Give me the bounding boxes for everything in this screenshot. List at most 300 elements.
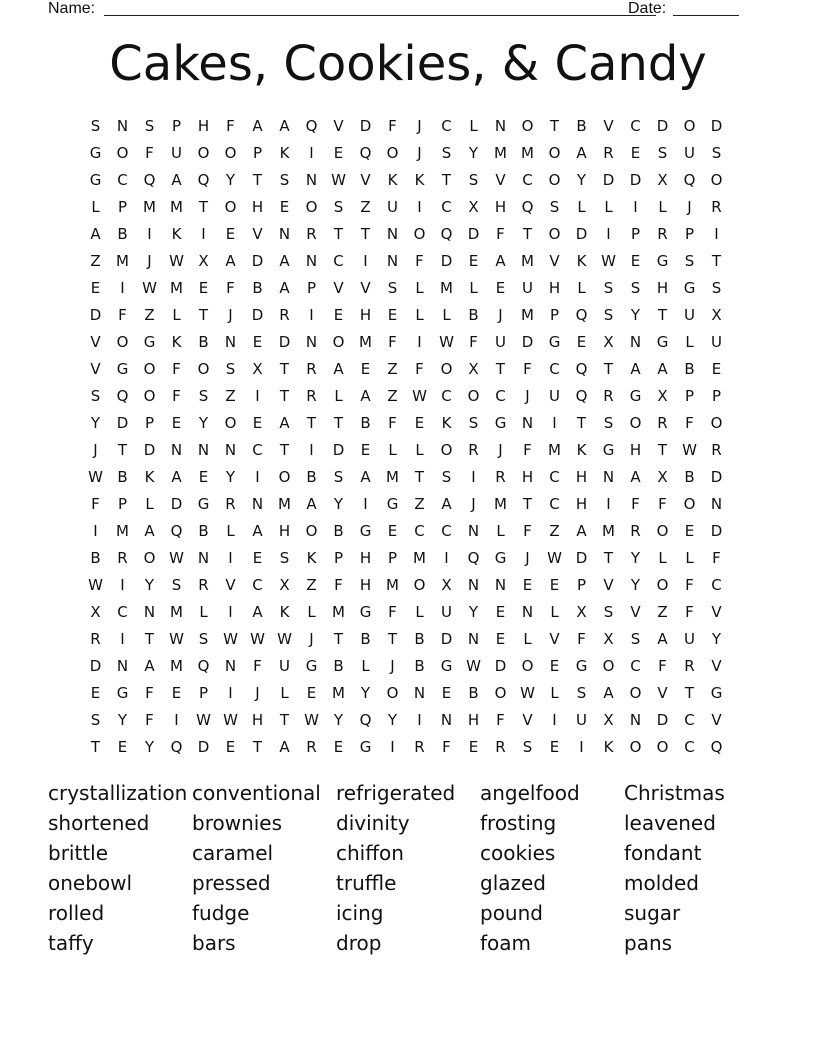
grid-letter: F (442, 737, 451, 756)
grid-letter: O (602, 656, 615, 675)
grid-letter: D (602, 170, 615, 189)
grid-letter: J (147, 251, 152, 270)
grid-letter: K (603, 737, 614, 756)
grid-letter: G (386, 494, 399, 513)
grid-letter: T (360, 224, 371, 243)
grid-letter: Q (575, 305, 588, 324)
grid-letter: E (252, 413, 263, 432)
word-list-item: conventional (192, 781, 321, 805)
grid-letter: O (629, 737, 642, 756)
grid-letter: L (415, 440, 424, 459)
grid-letter: Y (468, 143, 479, 162)
grid-letter: E (495, 278, 506, 297)
grid-letter: I (417, 197, 422, 216)
grid-letter: Y (630, 575, 641, 594)
grid-letter: I (552, 710, 557, 729)
grid-letter: O (116, 332, 129, 351)
grid-letter: T (576, 413, 587, 432)
grid-letter: K (387, 170, 398, 189)
grid-letter: U (441, 602, 452, 621)
grid-letter: G (494, 413, 507, 432)
grid-letter: N (116, 116, 129, 135)
grid-letter: Z (225, 386, 236, 405)
grid-letter: Y (333, 710, 344, 729)
grid-letter: X (252, 359, 263, 378)
grid-letter: O (386, 683, 399, 702)
grid-letter: P (198, 683, 209, 702)
grid-letter: O (710, 413, 723, 432)
grid-letter: G (116, 359, 129, 378)
grid-letter: J (687, 197, 692, 216)
grid-letter: F (172, 359, 181, 378)
grid-letter: C (441, 116, 452, 135)
grid-letter: N (629, 710, 642, 729)
grid-letter: D (251, 305, 264, 324)
grid-letter: U (711, 332, 722, 351)
grid-letter: N (629, 332, 642, 351)
grid-letter: T (549, 116, 560, 135)
grid-letter: P (684, 386, 695, 405)
grid-letter: I (471, 467, 476, 486)
grid-letter: I (228, 548, 233, 567)
grid-letter: O (521, 656, 534, 675)
grid-letter: S (279, 170, 290, 189)
grid-letter: N (224, 440, 237, 459)
grid-letter: Q (359, 710, 372, 729)
grid-letter: S (441, 143, 452, 162)
grid-letter: F (415, 251, 424, 270)
grid-letter: M (278, 494, 291, 513)
grid-letter: H (251, 710, 264, 729)
grid-letter: D (710, 116, 723, 135)
grid-letter: O (413, 224, 426, 243)
grid-letter: K (171, 224, 182, 243)
grid-letter: O (629, 413, 642, 432)
grid-letter: D (89, 305, 102, 324)
grid-letter: H (197, 116, 210, 135)
grid-letter: S (522, 737, 533, 756)
grid-letter: P (171, 116, 182, 135)
grid-letter: T (495, 359, 506, 378)
grid-letter: Y (711, 629, 722, 648)
grid-letter: S (333, 467, 344, 486)
grid-letter: I (228, 602, 233, 621)
grid-letter: C (711, 575, 722, 594)
grid-letter: G (197, 494, 210, 513)
grid-letter: B (414, 656, 425, 675)
grid-letter: V (360, 170, 371, 189)
grid-letter: G (548, 332, 561, 351)
grid-letter: A (90, 224, 101, 243)
grid-letter: Y (387, 710, 398, 729)
grid-letter: T (252, 170, 263, 189)
grid-letter: C (684, 737, 695, 756)
grid-letter: K (144, 467, 155, 486)
word-list-item: pans (624, 931, 673, 955)
grid-letter: E (333, 143, 344, 162)
grid-letter: I (309, 305, 314, 324)
grid-letter: Q (170, 737, 183, 756)
grid-letter: F (577, 629, 586, 648)
word-list-item: onebowl (48, 871, 133, 895)
grid-letter: C (441, 521, 452, 540)
grid-letter: N (413, 683, 426, 702)
grid-letter: V (711, 602, 722, 621)
grid-letter: S (144, 116, 155, 135)
grid-letter: E (684, 521, 695, 540)
grid-letter: W (466, 656, 481, 675)
grid-letter: Z (90, 251, 101, 270)
grid-letter: A (495, 251, 506, 270)
grid-letter: Z (657, 602, 668, 621)
grid-letter: Y (630, 548, 641, 567)
grid-letter: I (714, 224, 719, 243)
grid-letter: E (387, 521, 398, 540)
grid-letter: B (117, 224, 128, 243)
grid-letter: J (471, 494, 476, 513)
grid-letter: D (278, 332, 291, 351)
grid-letter: D (575, 548, 588, 567)
grid-letter: L (280, 683, 289, 702)
grid-letter: T (603, 548, 614, 567)
grid-letter: N (224, 332, 237, 351)
grid-letter: E (117, 737, 128, 756)
grid-letter: E (252, 332, 263, 351)
grid-letter: T (522, 224, 533, 243)
grid-letter: A (630, 359, 641, 378)
name-field-line[interactable] (104, 15, 656, 16)
grid-letter: U (522, 278, 533, 297)
grid-letter: E (630, 143, 641, 162)
grid-letter: O (197, 359, 210, 378)
grid-letter: I (255, 386, 260, 405)
grid-letter: S (549, 197, 560, 216)
grid-letter: D (710, 521, 723, 540)
grid-letter: I (309, 440, 314, 459)
word-list-item: crystallization (48, 781, 188, 805)
grid-letter: S (90, 116, 101, 135)
grid-letter: A (171, 170, 182, 189)
grid-letter: U (576, 710, 587, 729)
grid-letter: N (521, 602, 534, 621)
grid-letter: A (657, 359, 668, 378)
grid-letter: P (549, 305, 560, 324)
grid-letter: R (279, 305, 290, 324)
grid-letter: L (442, 305, 451, 324)
grid-letter: W (223, 629, 238, 648)
grid-letter: L (91, 197, 100, 216)
grid-letter: X (198, 251, 209, 270)
grid-letter: P (684, 224, 695, 243)
grid-letter: I (201, 224, 206, 243)
grid-letter: T (252, 737, 263, 756)
grid-letter: S (441, 467, 452, 486)
grid-letter: B (117, 467, 128, 486)
grid-letter: O (656, 521, 669, 540)
grid-letter: E (252, 548, 263, 567)
grid-letter: E (333, 737, 344, 756)
grid-letter: D (143, 440, 156, 459)
grid-letter: G (359, 602, 372, 621)
word-list-item: Christmas (624, 781, 725, 805)
grid-letter: G (89, 143, 102, 162)
word-list (48, 778, 768, 958)
grid-letter: J (525, 386, 530, 405)
grid-letter: F (523, 440, 532, 459)
grid-letter: M (521, 251, 534, 270)
grid-letter: I (417, 710, 422, 729)
word-list-item: shortened (48, 811, 150, 835)
grid-letter: C (495, 386, 506, 405)
grid-letter: O (143, 386, 156, 405)
grid-letter: K (414, 170, 425, 189)
grid-letter: L (550, 683, 559, 702)
grid-letter: I (120, 575, 125, 594)
grid-letter: D (656, 116, 669, 135)
grid-letter: I (309, 143, 314, 162)
grid-letter: Q (143, 170, 156, 189)
grid-letter: F (118, 305, 127, 324)
grid-letter: N (440, 710, 453, 729)
grid-letter: T (333, 413, 344, 432)
grid-letter: R (198, 575, 209, 594)
grid-letter: O (143, 359, 156, 378)
grid-letter: Q (575, 359, 588, 378)
grid-letter: J (498, 440, 503, 459)
grid-letter: S (603, 602, 614, 621)
word-list-item: caramel (192, 841, 274, 865)
grid-letter: D (89, 656, 102, 675)
word-list-item: foam (480, 931, 532, 955)
grid-letter: T (279, 710, 290, 729)
grid-letter: W (331, 170, 346, 189)
grid-letter: R (306, 224, 317, 243)
grid-letter: F (658, 656, 667, 675)
grid-letter: F (631, 494, 640, 513)
grid-letter: P (306, 278, 317, 297)
grid-letter: X (657, 386, 668, 405)
grid-letter: N (197, 440, 210, 459)
grid-letter: P (576, 575, 587, 594)
grid-letter: E (90, 683, 101, 702)
grid-letter: R (306, 386, 317, 405)
grid-letter: J (390, 656, 395, 675)
grid-letter: G (683, 278, 696, 297)
grid-letter: N (494, 116, 507, 135)
grid-letter: B (468, 305, 479, 324)
grid-letter: K (441, 413, 452, 432)
grid-letter: D (521, 332, 534, 351)
word-list-item: leavened (624, 811, 716, 835)
grid-letter: A (630, 467, 641, 486)
grid-letter: L (469, 116, 478, 135)
grid-letter: A (252, 521, 263, 540)
grid-letter: A (657, 629, 668, 648)
grid-letter: M (413, 548, 426, 567)
grid-letter: Q (170, 521, 183, 540)
grid-letter: S (711, 278, 722, 297)
grid-letter: Q (710, 737, 723, 756)
grid-letter: L (658, 548, 667, 567)
grid-letter: S (387, 278, 398, 297)
grid-letter: D (440, 629, 453, 648)
grid-letter: I (579, 737, 584, 756)
grid-letter: U (279, 656, 290, 675)
grid-letter: Y (630, 305, 641, 324)
grid-letter: E (495, 602, 506, 621)
name-label: Name: (48, 0, 96, 17)
grid-letter: P (630, 224, 641, 243)
grid-letter: O (656, 575, 669, 594)
grid-letter: S (279, 548, 290, 567)
grid-letter: L (199, 602, 208, 621)
grid-letter: X (90, 602, 101, 621)
grid-letter: V (333, 278, 344, 297)
grid-letter: V (630, 602, 641, 621)
grid-letter: C (441, 386, 452, 405)
grid-letter: G (494, 548, 507, 567)
grid-letter: A (603, 683, 614, 702)
grid-letter: C (441, 197, 452, 216)
grid-letter: N (386, 251, 399, 270)
grid-letter: F (685, 575, 694, 594)
grid-letter: G (440, 656, 453, 675)
grid-letter: W (520, 683, 535, 702)
grid-letter: L (307, 602, 316, 621)
grid-letter: S (657, 143, 668, 162)
grid-letter: N (197, 548, 210, 567)
grid-letter: G (575, 656, 588, 675)
grid-letter: E (711, 359, 722, 378)
grid-letter: U (684, 143, 695, 162)
grid-letter: M (170, 656, 183, 675)
grid-letter: V (252, 224, 263, 243)
grid-letter: D (467, 224, 480, 243)
grid-letter: V (495, 170, 506, 189)
grid-letter: F (685, 413, 694, 432)
grid-letter: S (468, 170, 479, 189)
grid-letter: G (602, 440, 615, 459)
grid-letter: U (387, 197, 398, 216)
grid-letter: N (143, 602, 156, 621)
grid-letter: R (603, 143, 614, 162)
grid-letter: H (521, 467, 534, 486)
grid-letter: G (710, 683, 723, 702)
grid-letter: O (305, 521, 318, 540)
grid-letter: B (468, 683, 479, 702)
grid-letter: P (117, 197, 128, 216)
grid-letter: W (277, 629, 292, 648)
grid-letter: H (278, 521, 291, 540)
grid-letter: J (255, 683, 260, 702)
grid-letter: E (279, 197, 290, 216)
grid-letter: L (550, 602, 559, 621)
grid-letter: O (224, 143, 237, 162)
grid-letter: H (494, 197, 507, 216)
grid-letter: N (467, 629, 480, 648)
grid-letter: M (143, 197, 156, 216)
grid-letter: O (224, 197, 237, 216)
grid-letter: W (196, 710, 211, 729)
grid-letter: M (359, 332, 372, 351)
grid-letter: O (305, 197, 318, 216)
grid-letter: S (711, 143, 722, 162)
grid-letter: W (304, 710, 319, 729)
grid-letter: R (414, 737, 425, 756)
grid-letter: X (657, 170, 668, 189)
word-list-item: divinity (336, 811, 410, 835)
grid-letter: R (225, 494, 236, 513)
grid-letter: K (306, 548, 317, 567)
grid-letter: L (226, 521, 235, 540)
grid-letter: I (147, 224, 152, 243)
grid-letter: F (496, 224, 505, 243)
grid-letter: Y (333, 494, 344, 513)
grid-letter: M (170, 197, 183, 216)
grid-letter: T (198, 197, 209, 216)
grid-letter: S (333, 197, 344, 216)
grid-letter: F (388, 602, 397, 621)
date-field-line[interactable] (673, 15, 739, 16)
grid-letter: E (441, 683, 452, 702)
grid-letter: F (523, 359, 532, 378)
grid-letter: F (388, 413, 397, 432)
grid-letter: N (251, 494, 264, 513)
grid-letter: R (711, 440, 722, 459)
grid-letter: X (711, 305, 722, 324)
grid-letter: E (333, 305, 344, 324)
grid-letter: S (90, 710, 101, 729)
grid-letter: R (657, 413, 668, 432)
grid-letter: N (116, 656, 129, 675)
letter-grid (82, 112, 730, 760)
grid-letter: M (170, 602, 183, 621)
grid-letter: A (333, 359, 344, 378)
grid-letter: L (172, 305, 181, 324)
header (48, 0, 748, 20)
grid-letter: C (117, 170, 128, 189)
grid-letter: D (440, 251, 453, 270)
grid-letter: O (116, 143, 129, 162)
grid-letter: M (116, 521, 129, 540)
word-list-item: frosting (480, 811, 557, 835)
grid-letter: O (440, 359, 453, 378)
word-list-item: chiffon (336, 841, 404, 865)
grid-letter: O (386, 143, 399, 162)
grid-letter: A (171, 467, 182, 486)
grid-letter: I (120, 278, 125, 297)
grid-letter: F (388, 332, 397, 351)
grid-letter: Y (198, 413, 209, 432)
grid-letter: C (117, 602, 128, 621)
grid-letter: R (603, 386, 614, 405)
grid-letter: D (197, 737, 210, 756)
grid-letter: F (334, 575, 343, 594)
grid-letter: K (279, 602, 290, 621)
grid-letter: U (171, 143, 182, 162)
grid-letter: A (279, 413, 290, 432)
grid-letter: J (309, 629, 314, 648)
grid-letter: E (549, 737, 560, 756)
grid-letter: S (90, 386, 101, 405)
grid-letter: P (144, 413, 155, 432)
grid-letter: C (630, 116, 641, 135)
grid-letter: A (279, 251, 290, 270)
grid-letter: A (576, 143, 587, 162)
word-list-item: brownies (192, 811, 283, 835)
grid-letter: L (415, 305, 424, 324)
grid-letter: L (415, 278, 424, 297)
